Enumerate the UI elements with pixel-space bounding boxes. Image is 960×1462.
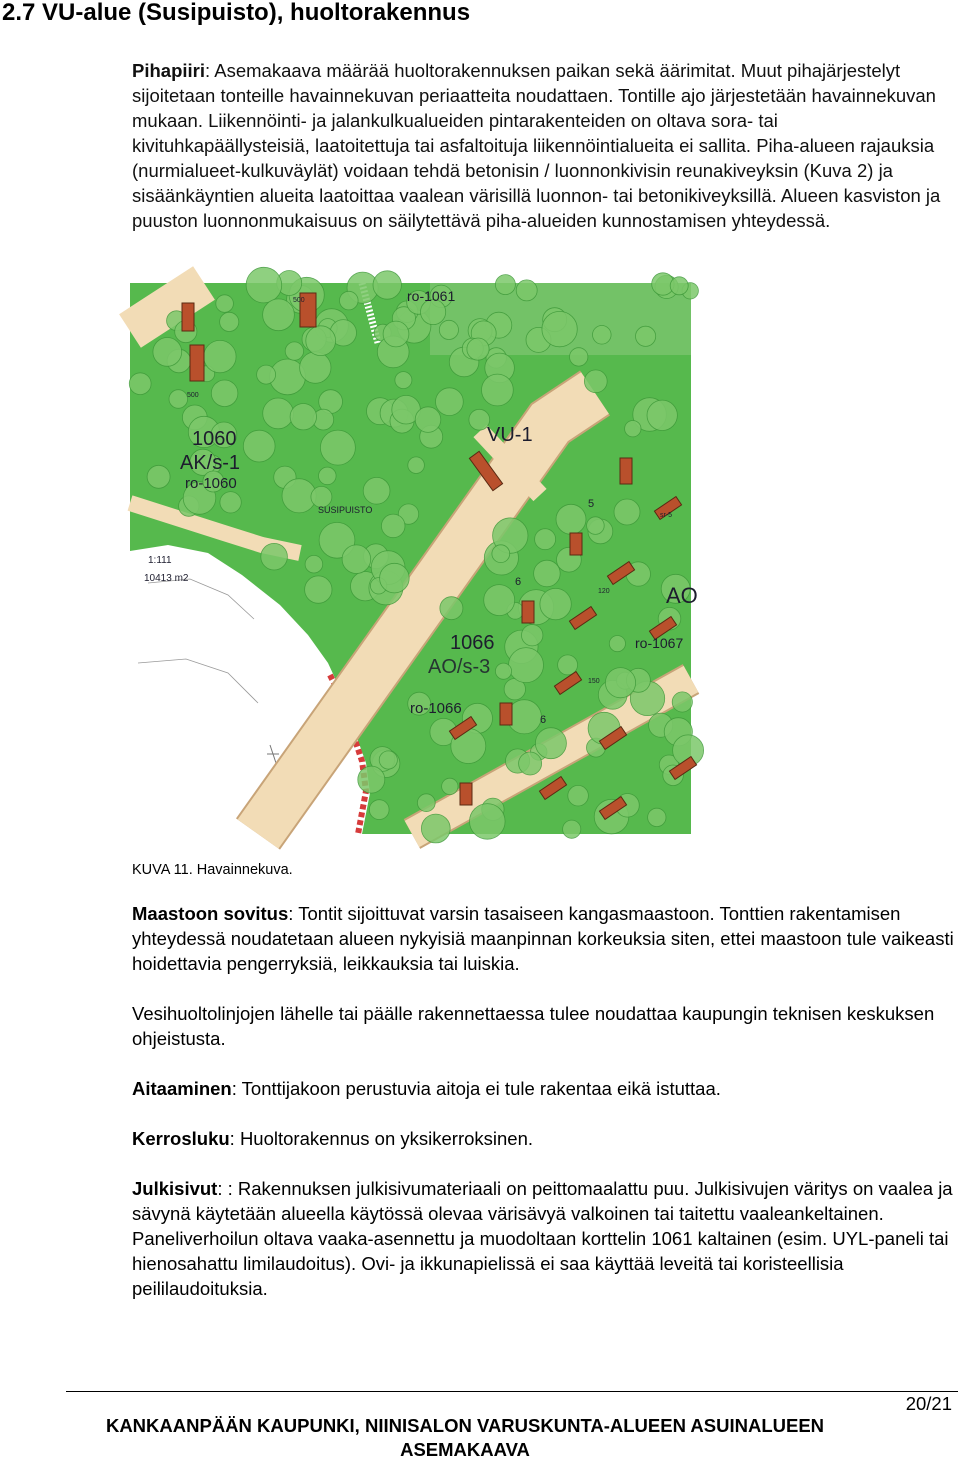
map-label-area-size: 10413 m2 bbox=[144, 573, 189, 584]
paragraph-body: : Huoltorakennus on yksikerroksinen. bbox=[229, 1128, 534, 1149]
map-tree bbox=[605, 668, 635, 698]
map-label-area-id: 1:111 bbox=[148, 555, 172, 566]
paragraph-lead: Aitaaminen bbox=[132, 1078, 232, 1099]
map-tree bbox=[467, 338, 489, 360]
map-tree bbox=[522, 625, 543, 646]
map-tree bbox=[609, 636, 625, 652]
map-label-ao-s-3: AO/s-3 bbox=[428, 656, 491, 678]
map-tree bbox=[519, 752, 542, 775]
paragraph-aitaaminen bbox=[132, 1076, 954, 1101]
paragraph-body: : Asemakaava määrää huoltorakennuksen paikan sekä äärimitat. Muut pihajärjestelyt sijoitetaan tonteille havainnekuvan periaatteita noudattaen. Tontille ajo järjestetään havainnekuvan mukaan. Liikennöinti- ja jalankulkualueiden pintarakenteiden on oltava sora- tai kivituhkapäällysteisiä, laatoitettuja tai asfaltoituja liikennöintialueita ei sallita. Piha-alueen rajauksia (nurmialueet-kulkuväylät) voidaan tehdä betonisin / luonnonkivisin reunakiveyksin (Kuva 2) ja sisäänkäyntien alueita laatoittaa vaalean värisillä luonnon- tai betonikiveyksillä. Alueen kasviston ja puuston luonnonmukaisuus on säilytettävä piha-alueiden kunnostamisen yhteydessä. bbox=[132, 60, 941, 231]
site-plan-illustration bbox=[130, 283, 698, 834]
map-tree bbox=[584, 370, 607, 393]
map-tree bbox=[129, 373, 151, 395]
paragraph-julkisivut bbox=[132, 1176, 954, 1301]
map-tree bbox=[320, 430, 355, 465]
map-label-building-area: 500 bbox=[187, 392, 199, 399]
map-label-ro-1060: ro-1060 bbox=[185, 475, 237, 492]
map-tree bbox=[381, 514, 405, 538]
map-building bbox=[190, 345, 204, 381]
map-building bbox=[620, 458, 632, 484]
site-plan-map bbox=[130, 283, 698, 834]
map-tree bbox=[470, 804, 506, 840]
map-tree bbox=[147, 465, 170, 488]
section-heading: 2.7 VU-alue (Susipuisto), huoltorakennus bbox=[2, 0, 471, 26]
map-tree bbox=[534, 560, 561, 587]
map-tree bbox=[440, 597, 463, 620]
map-tree bbox=[319, 467, 337, 485]
map-label-block-1066: 1066 bbox=[450, 632, 495, 654]
map-tree bbox=[415, 407, 441, 433]
map-tree bbox=[243, 430, 275, 462]
map-tree bbox=[261, 543, 288, 570]
map-tree bbox=[340, 291, 359, 310]
map-tree bbox=[290, 404, 316, 430]
paragraph-lead: Pihapiiri bbox=[132, 60, 205, 81]
paragraph-vesihuolto bbox=[132, 1001, 954, 1051]
map-label-ro-1067: ro-1067 bbox=[635, 635, 684, 651]
map-tree bbox=[306, 326, 336, 356]
map-tree bbox=[395, 372, 412, 389]
map-tree bbox=[417, 794, 435, 812]
map-tree bbox=[495, 275, 515, 295]
map-tree bbox=[373, 271, 401, 299]
map-building bbox=[570, 533, 582, 555]
map-tree bbox=[439, 320, 458, 339]
map-tree bbox=[509, 648, 544, 683]
map-tree bbox=[647, 400, 677, 430]
map-label-ro-1061: ro-1061 bbox=[407, 288, 456, 304]
map-tree bbox=[285, 342, 303, 360]
map-tree bbox=[556, 504, 586, 534]
map-tree bbox=[263, 398, 294, 429]
map-tree bbox=[535, 728, 566, 759]
map-tree bbox=[342, 545, 371, 574]
map-tree bbox=[672, 692, 692, 712]
map-tree bbox=[216, 295, 234, 313]
map-tree bbox=[558, 655, 578, 675]
map-tree bbox=[305, 576, 332, 603]
map-tree bbox=[625, 421, 641, 437]
page-number: 20/21 bbox=[905, 1393, 952, 1414]
map-tree bbox=[380, 563, 410, 593]
paragraph-body: Vesihuoltolinjojen lähelle tai päälle rakennettaessa tulee noudattaa kaupungin teknisen keskuksen ohjeistusta. bbox=[132, 1003, 935, 1049]
map-tree bbox=[670, 277, 688, 295]
map-label-block-1060: 1060 bbox=[192, 428, 237, 450]
map-label-lot: 6 bbox=[515, 576, 522, 588]
map-tree bbox=[482, 374, 514, 406]
paragraph-kerrosluku bbox=[132, 1126, 954, 1151]
map-tree bbox=[535, 529, 556, 550]
footer-divider bbox=[66, 1391, 958, 1392]
map-label-lot: 6 bbox=[540, 714, 547, 726]
map-label-ak-s-1: AK/s-1 bbox=[180, 452, 241, 474]
map-tree bbox=[516, 280, 537, 301]
map-label-susipuisto: SUSIPUISTO bbox=[318, 505, 373, 515]
paragraph-body: : Tontit sijoittuvat varsin tasaiseen kangasmaastoon. Tonttien rakentamisen yhteydessä noudatetaan alueen nykyisiä maanpinnan korkeuksia siten, ettei maastoon tule vaikeasti hoidettavia pengerryksiä, leikkauksia tai luiskia. bbox=[132, 903, 954, 974]
map-tree bbox=[363, 477, 390, 504]
map-tree bbox=[263, 299, 295, 331]
figure-caption: KUVA 11. Havainnekuva. bbox=[132, 862, 293, 878]
paragraph-lead: Julkisivut bbox=[132, 1178, 218, 1199]
paragraph-maastoon-sovitus bbox=[132, 901, 954, 976]
map-tree bbox=[540, 588, 571, 619]
map-building bbox=[522, 601, 534, 623]
map-tree bbox=[257, 365, 276, 384]
map-tree bbox=[436, 388, 464, 416]
map-tree bbox=[492, 545, 510, 563]
map-tree bbox=[570, 348, 588, 366]
map-tree bbox=[593, 326, 612, 345]
map-tree bbox=[305, 555, 323, 573]
map-building bbox=[182, 303, 194, 331]
map-tree bbox=[568, 785, 589, 806]
map-building bbox=[460, 783, 472, 805]
map-tree bbox=[220, 312, 239, 331]
map-tree bbox=[636, 326, 656, 346]
map-tree bbox=[495, 663, 511, 679]
map-tree bbox=[220, 492, 241, 513]
map-tree bbox=[408, 457, 425, 474]
map-label-120: 120 bbox=[598, 588, 610, 595]
map-label-lot: 5 bbox=[588, 498, 595, 510]
map-tree bbox=[421, 814, 450, 843]
map-tree bbox=[648, 808, 666, 826]
paragraph-body: : Tonttijakoon perustuvia aitoja ei tule rakentaa eikä istuttaa. bbox=[231, 1078, 721, 1099]
map-tree bbox=[369, 800, 389, 820]
map-building bbox=[500, 703, 512, 725]
paragraph-pihapiiri bbox=[132, 58, 954, 233]
map-tree bbox=[542, 311, 577, 346]
paragraph-lead: Kerrosluku bbox=[132, 1128, 230, 1149]
paragraph-lead: Maastoon sovitus bbox=[132, 903, 289, 924]
map-label-ao: AO bbox=[666, 583, 698, 608]
footer-title: KANKAANPÄÄN KAUPUNKI, NIINISALON VARUSKUNTA-ALUEEN ASUINALUEEN ASEMAKAAVA bbox=[105, 1415, 825, 1460]
map-label-ro-1066: ro-1066 bbox=[410, 700, 462, 717]
map-tree bbox=[153, 338, 182, 367]
map-tree bbox=[587, 517, 605, 535]
map-label-sr-5: sr-5 bbox=[660, 512, 673, 519]
map-tree bbox=[383, 321, 409, 347]
map-tree bbox=[246, 267, 282, 303]
map-tree bbox=[169, 390, 188, 409]
paragraph-body: : : Rakennuksen julkisivumateriaali on peittomaalattu puu. Julkisivujen väritys on vaalea ja sävynä käytetään alueella käytössä olevaa värisävyä valkoinen tai taitettu vaaleankeltainen. Paneliverhoilun oltava vaaka-asennettu ja muodoltaan korttelin 1061 kaltainen (esim. UYL-paneli tai hienosahattu limilaudoitus). Ovi- ja ikkunapielissä ei saa käyttää leveitä tai koristeellisia peililaudoituksia. bbox=[132, 1178, 953, 1299]
map-label-vu-1: VU-1 bbox=[487, 424, 533, 446]
map-tree bbox=[211, 380, 238, 407]
map-tree bbox=[358, 766, 385, 793]
map-tree bbox=[300, 352, 331, 383]
map-tree bbox=[442, 778, 458, 794]
map-tree bbox=[484, 585, 515, 616]
map-tree bbox=[379, 751, 397, 769]
map-label-building-area: 500 bbox=[293, 297, 305, 304]
map-tree bbox=[204, 340, 236, 372]
map-label-150: 150 bbox=[588, 678, 600, 685]
map-tree bbox=[614, 499, 640, 525]
map-tree bbox=[563, 820, 581, 838]
